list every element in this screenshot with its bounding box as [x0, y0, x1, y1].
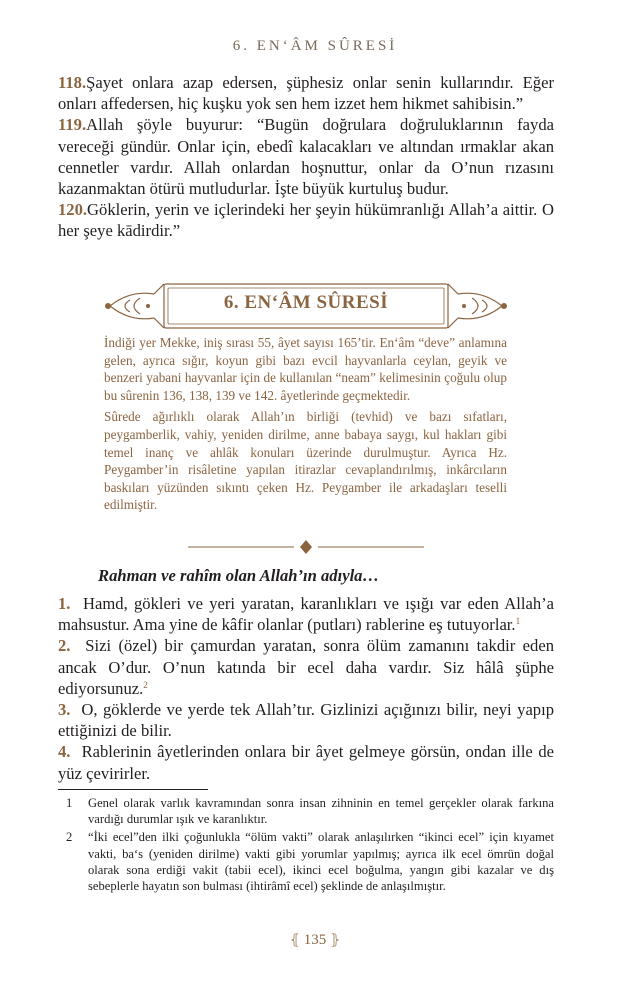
- footnote-ref[interactable]: 2: [143, 679, 148, 690]
- footnote-number: 1: [66, 796, 73, 810]
- verse-number: 2.: [58, 636, 71, 656]
- verse-118: [58, 72, 554, 114]
- verse-text: Allah şöyle buyurur: “Bugün doğrulara doğruluklarının fayda vereceği gündür. Onlar için, ebedî kalacakları ve altından ırmaklar akan cennetler vardır. Allah onlardan hoşnuttur, onlar da O’nun rızasını kazanmaktan ötürü mutludurlar. İşte büyük kurtuluş budur.: [58, 115, 554, 199]
- verse-number: 118.: [58, 73, 87, 92]
- verse-text: O, göklerde ve yerde tek Allah’tır. Gizlinizi açığınızı bilir, neyi yapıp ettiğinizi de bilir.: [58, 700, 555, 741]
- verse-120: [58, 199, 554, 241]
- verse-number: 4.: [58, 742, 71, 762]
- verse-text: Sizi (özel) bir çamurdan yaratan, sonra ölüm zamanını takdir eden ancak O’dur. O’nun katında bir ecel daha vardır. Siz hâlâ şüphe ediyorsunuz.: [58, 636, 555, 698]
- sura-introduction: [104, 334, 507, 518]
- top-verses: [58, 72, 554, 242]
- verse-text: Rablerinin âyetlerinden onlara bir âyet gelmeye görsün, ondan ille de yüz çevirirler.: [58, 742, 555, 783]
- footnote-separator: [58, 789, 208, 790]
- running-head: 6. EN‘ÂM SÛRESİ: [232, 38, 398, 54]
- left-ornament-icon: ⦃: [289, 933, 300, 948]
- intro-paragraph: Sûrede ağırlıklı olarak Allah’ın birliği (tevhid) ve bazı sıfatları, peygamberlik, vahiy, yeniden dirilme, anne babaya saygı, kul hakları gibi temel inanç ve ahlâk konuları üzerinde durulmuştur. Ayrıca Hz. Peygamber’in risâletine yapılan itirazlar cevaplandırılmış, inkârcıların baskıları yüzünden sıkıntı çeken Hz. Peygamber ile arkadaşları teselli edilmiştir.: [104, 409, 507, 513]
- verse-number: 120.: [58, 200, 88, 220]
- intro-paragraph: İndiği yer Mekke, iniş sırası 55, âyet sayısı 165’tir. En‘âm “deve” anlamına gelen, ayrıca sığır, koyun gibi bazı evcil hayvanlarla ceylan, geyik ve benzeri yabani hayvanlar için de kullanılan “neam” kelimesinin çoğulu olup bu sûrenin 136, 138, 139 ve 142. âyetlerinde geçmektedir.: [104, 335, 507, 403]
- basmala: Rahman ve rahîm olan Allah’ın adıyla…: [98, 566, 380, 585]
- verse-text: Hamd, gökleri ve yeri yaratan, karanlıkları ve ışığı var eden Allah’a mahsustur. Ama yine de kâfir olanlar (putları) rablerine eş tutuyorlar.: [58, 594, 555, 635]
- page-number: [0, 932, 630, 949]
- footnote: [58, 795, 554, 827]
- footnote-number: 2: [66, 830, 73, 845]
- verse-text: Göklerin, yerin ve içlerindeki her şeyin hükümranlığı Allah’a aittir. O her şeye kādirdir.”: [58, 200, 554, 241]
- verse-number: 1.: [58, 594, 71, 613]
- verse-3: [58, 699, 554, 741]
- verse-4: [58, 741, 554, 783]
- verse-text: Şayet onlara azap edersen, şüphesiz onlar senin kullarındır. Eğer onları affedersen, hiç kuşku yok sen hem izzet hem hikmet sahibisin.”: [58, 73, 554, 114]
- page-number-value: 135: [303, 932, 327, 948]
- footnote-text: “İki ecel”den ilki çoğunlukla “ölüm vakti” olarak anlaşılırken “ikinci ecel” için kıyamet vakti, ba‘s (yeniden dirilme) vakti gibi yorumlar yapılmış; ayrıca ilk ecel ömrün doğal olarak sona erdiği vakit (tabii ecel), ikinci ecel boğulma, yangın gibi kazalar ve dış sebeplerle hayatın son bulması (ihtirâmî ecel) şeklinde de anlaşılmıştır.: [88, 830, 554, 894]
- verse-2: [58, 635, 554, 699]
- footnote-ref[interactable]: 1: [515, 616, 521, 627]
- verse-1: [58, 593, 554, 635]
- footnote-text: Genel olarak varlık kavramından sonra insan zihninin en temel gerçekler olarak farkına vardığı durumlar ışık ve karanlıktır.: [88, 796, 554, 827]
- main-verses: [58, 593, 554, 784]
- verse-119: [58, 114, 554, 199]
- footnotes: [58, 795, 554, 896]
- footnote: [58, 829, 554, 894]
- ornamental-divider: [188, 540, 424, 554]
- sura-header: [100, 280, 512, 332]
- sura-title: 6. EN‘ÂM SÛRESİ: [223, 292, 389, 313]
- right-ornament-icon: ⦄: [330, 933, 341, 948]
- verse-number: 119.: [58, 115, 87, 135]
- verse-number: 3.: [58, 700, 71, 720]
